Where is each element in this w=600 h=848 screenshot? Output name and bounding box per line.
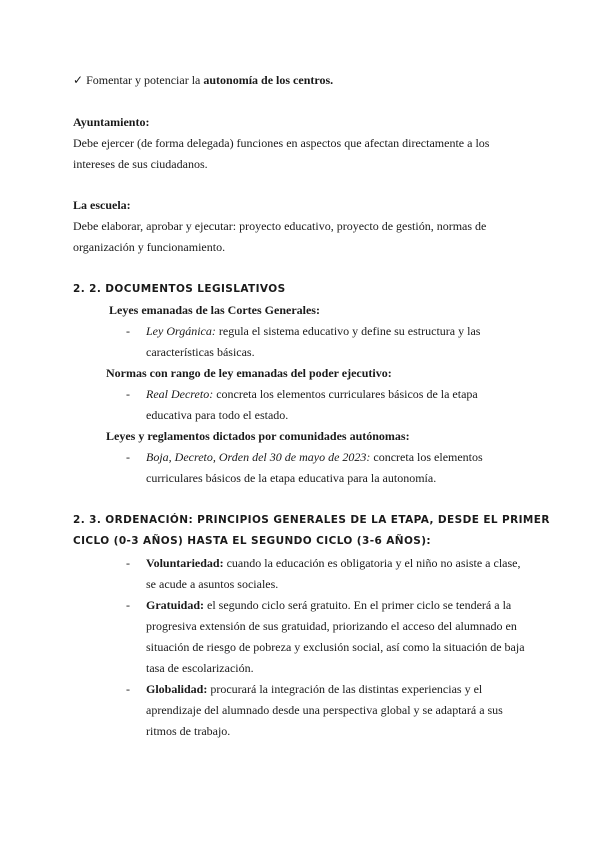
item-bold: Gratuidad: [146, 598, 205, 612]
list-item-cont: situación de riesgo de pobreza y exclusión social, así como la situación de baja [146, 640, 525, 654]
ayuntamiento-line: intereses de sus ciudadanos. [73, 157, 208, 171]
section-title: 2. 2. DOCUMENTOS LEGISLATIVOS [73, 283, 286, 295]
escuela-line: Debe elaborar, aprobar y ejecutar: proyecto educativo, proyecto de gestión, normas de [73, 219, 487, 233]
dash-bullet: - [126, 556, 130, 570]
intro-line [73, 73, 333, 87]
escuela-heading: La escuela: [73, 198, 131, 212]
check-icon: ✓ [73, 73, 84, 87]
list-item-cont: ritmos de trabajo. [146, 724, 231, 738]
list-item-cont: aprendizaje del alumnado desde una perspectiva global y se adaptará a sus [146, 703, 503, 717]
ayuntamiento-line: Debe ejercer (de forma delegada) funciones en aspectos que afectan directamente a los [73, 136, 490, 150]
item-rest: cuando la educación es obligatoria y el niño no asiste a clase, [223, 556, 521, 570]
list-item-text [146, 450, 483, 464]
section-title: 2. 3. ORDENACIÓN: PRINCIPIOS GENERALES DE LA ETAPA, DESDE EL PRIMER [73, 514, 550, 526]
dash-bullet: - [126, 598, 130, 612]
list-item-text [146, 387, 478, 401]
dash-bullet: - [126, 450, 130, 464]
item-italic: Ley Orgánica: [146, 324, 216, 338]
item-rest: procurará la integración de las distintas experiencias y el [207, 682, 483, 696]
item-rest: concreta los elementos curriculares básicos de la etapa [213, 387, 478, 401]
item-bold: Globalidad: [146, 682, 208, 696]
item-rest: el segundo ciclo será gratuito. En el primer ciclo se tenderá a la [204, 598, 512, 612]
list-item-cont: tasa de escolarización. [146, 661, 254, 675]
list-item-text [146, 598, 511, 612]
section-title: CICLO (0-3 AÑOS) HASTA EL SEGUNDO CICLO (3-6 AÑOS): [73, 535, 432, 547]
list-item-text [146, 682, 482, 696]
item-rest: concreta los elementos [370, 450, 483, 464]
dash-bullet: - [126, 682, 130, 696]
list-item-text [146, 556, 520, 570]
item-italic: Boja, Decreto, Orden del 30 de mayo de 2023: [146, 450, 371, 464]
group-heading: Leyes y reglamentos dictados por comunidades autónomas: [106, 429, 410, 443]
item-bold: Voluntariedad: [146, 556, 224, 570]
group-heading: Normas con rango de ley emanadas del poder ejecutivo: [106, 366, 392, 380]
ayuntamiento-heading: Ayuntamiento: [73, 115, 150, 129]
list-item-cont: se acude a asuntos sociales. [146, 577, 279, 591]
item-italic: Real Decreto: [146, 387, 214, 401]
escuela-line: organización y funcionamiento. [73, 240, 226, 254]
list-item-text [146, 324, 480, 338]
dash-bullet: - [126, 324, 130, 338]
group-heading: Leyes emanadas de las Cortes Generales: [109, 303, 320, 317]
intro-bold: autonomía de los centros. [203, 73, 334, 87]
list-item-cont: características básicas. [146, 345, 255, 359]
list-item-cont: progresiva extensión de sus gratuidad, priorizando el acceso del alumnado en [146, 619, 517, 633]
list-item-cont: educativa para todo el estado. [146, 408, 289, 422]
list-item-cont: curriculares básicos de la etapa educativa para la autonomía. [146, 471, 437, 485]
item-rest: regula el sistema educativo y define su estructura y las [215, 324, 481, 338]
intro-text: Fomentar y potenciar la [86, 73, 204, 87]
dash-bullet: - [126, 387, 130, 401]
